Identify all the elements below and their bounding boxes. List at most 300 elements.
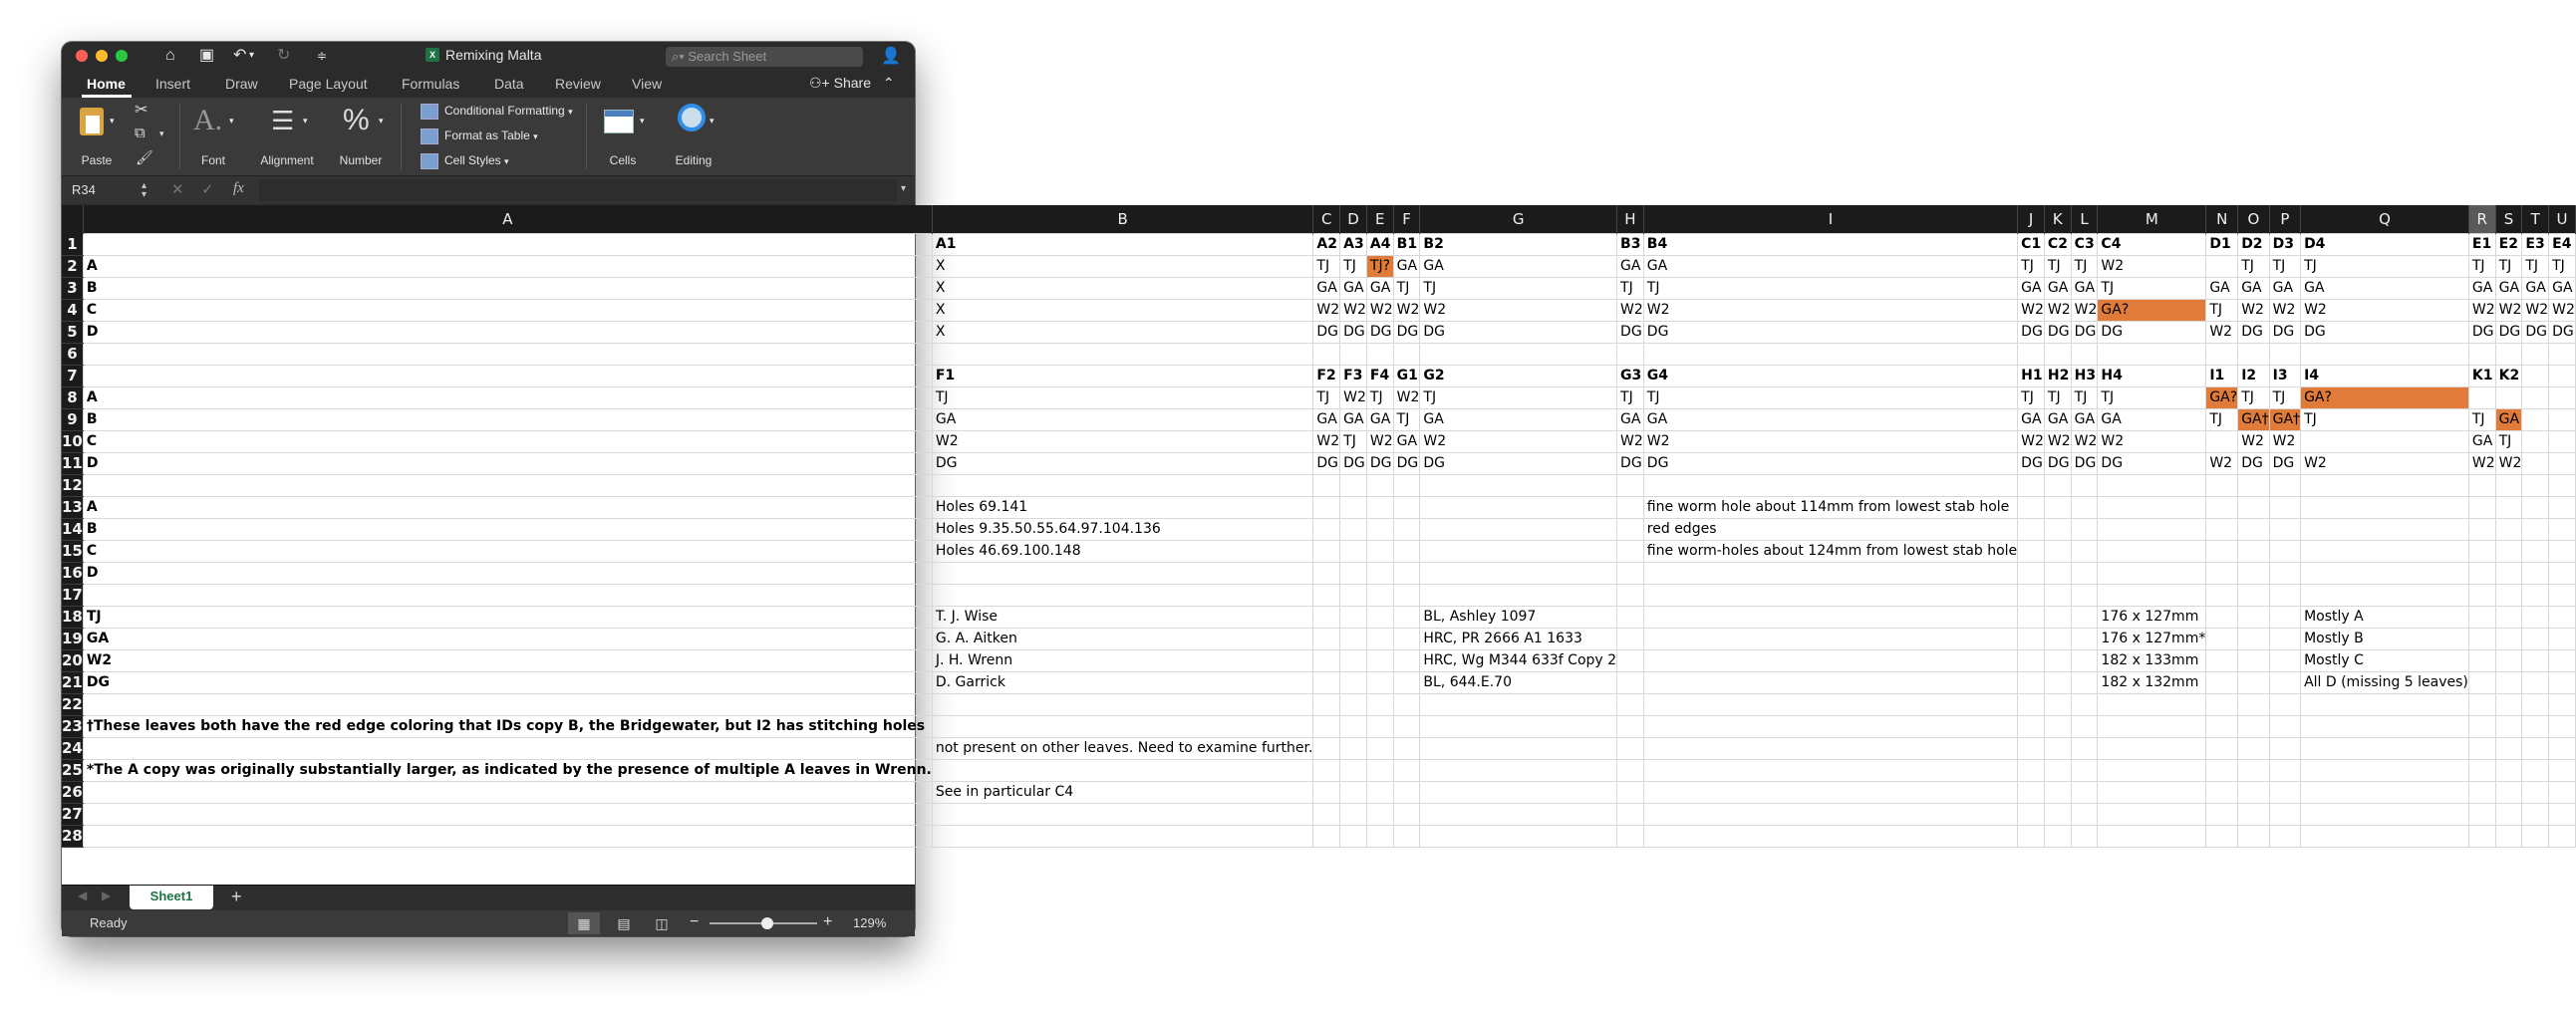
cell[interactable]	[2549, 365, 2576, 386]
cell[interactable]	[1617, 584, 1644, 606]
cell-styles-button[interactable]	[421, 149, 509, 171]
cell[interactable]	[2549, 540, 2576, 562]
cell[interactable]	[1313, 737, 1340, 759]
cell[interactable]: DG	[1366, 452, 1393, 474]
cell[interactable]: W2	[2018, 299, 2045, 321]
cell[interactable]: W2	[2495, 299, 2522, 321]
cell[interactable]	[2269, 803, 2300, 825]
cell[interactable]: DG	[1420, 321, 1617, 343]
cell[interactable]	[2495, 474, 2522, 496]
cell[interactable]: DG	[932, 452, 1313, 474]
cell[interactable]	[2468, 474, 2495, 496]
cell[interactable]: HRC, PR 2666 A1 1633	[1420, 628, 1617, 649]
cell[interactable]: TJ	[2098, 386, 2206, 408]
row-header[interactable]: 19	[62, 630, 83, 647]
cell[interactable]	[1393, 671, 1420, 693]
zoom-in-icon[interactable]: +	[823, 913, 833, 930]
cell[interactable]: DG	[2468, 321, 2495, 343]
cell[interactable]: W2	[2071, 299, 2098, 321]
cell[interactable]: W2	[2071, 430, 2098, 452]
cell[interactable]: GA	[2269, 277, 2300, 299]
cell[interactable]	[2071, 825, 2098, 847]
cell[interactable]	[83, 343, 932, 365]
cell[interactable]	[2549, 781, 2576, 803]
cell[interactable]: G. A. Aitken	[932, 628, 1313, 649]
cell[interactable]	[2206, 496, 2238, 518]
column-header-t[interactable]: T	[2522, 205, 2549, 233]
tab-data[interactable]: Data	[494, 76, 524, 92]
cell[interactable]: TJ	[2071, 255, 2098, 277]
cell[interactable]	[2018, 693, 2045, 715]
cell[interactable]	[1420, 781, 1617, 803]
cell[interactable]	[1340, 825, 1367, 847]
cell[interactable]: DG	[2098, 321, 2206, 343]
cell[interactable]: TJ	[2071, 386, 2098, 408]
cell[interactable]: B	[83, 408, 932, 430]
cell[interactable]: DG	[1617, 321, 1644, 343]
cell[interactable]: DG	[2269, 452, 2300, 474]
cell[interactable]: A	[83, 255, 932, 277]
cell[interactable]: GA	[2301, 277, 2469, 299]
collapse-ribbon-icon[interactable]: ⌃	[882, 75, 895, 91]
tab-review[interactable]: Review	[555, 76, 601, 92]
cell[interactable]	[2468, 343, 2495, 365]
cell[interactable]	[2044, 343, 2071, 365]
cell[interactable]	[2468, 693, 2495, 715]
cell[interactable]	[2071, 693, 2098, 715]
cell[interactable]	[2044, 474, 2071, 496]
cell[interactable]	[1643, 671, 2017, 693]
cell[interactable]	[2549, 386, 2576, 408]
cell[interactable]: GA	[2522, 277, 2549, 299]
cell[interactable]	[1617, 825, 1644, 847]
cell[interactable]: TJ	[2098, 277, 2206, 299]
cell[interactable]: TJ	[2044, 386, 2071, 408]
row-header[interactable]: 18	[62, 608, 83, 626]
column-header-f[interactable]: F	[1393, 205, 1420, 233]
cell[interactable]	[2522, 649, 2549, 671]
cell[interactable]	[2549, 803, 2576, 825]
row-header[interactable]: 26	[62, 783, 83, 801]
cell[interactable]: A3	[1340, 233, 1367, 255]
row-header[interactable]: 11	[62, 454, 83, 472]
cell[interactable]: TJ	[2495, 430, 2522, 452]
cell[interactable]: DG	[1313, 452, 1340, 474]
font-button[interactable]	[185, 98, 241, 175]
cell[interactable]: TJ	[2468, 408, 2495, 430]
cell[interactable]: GA	[1393, 255, 1420, 277]
cell[interactable]: W2	[2044, 430, 2071, 452]
zoom-out-icon[interactable]: −	[690, 913, 700, 930]
cell[interactable]: TJ	[2301, 255, 2469, 277]
cell[interactable]: TJ	[2269, 255, 2300, 277]
cell[interactable]: B2	[1420, 233, 1617, 255]
cell[interactable]: TJ	[2269, 386, 2300, 408]
cell[interactable]: W2	[2468, 299, 2495, 321]
cell[interactable]: B3	[1617, 233, 1644, 255]
cell[interactable]	[2549, 584, 2576, 606]
cell[interactable]	[2206, 693, 2238, 715]
cell[interactable]: DG	[1366, 321, 1393, 343]
cell[interactable]: DG	[1340, 321, 1367, 343]
cell[interactable]: fine worm-holes about 124mm from lowest stab hole	[1643, 540, 2017, 562]
cell[interactable]	[1340, 496, 1367, 518]
cell[interactable]	[83, 781, 932, 803]
column-header-r[interactable]: R	[2468, 205, 2495, 233]
cell[interactable]: B	[83, 277, 932, 299]
cell[interactable]	[2238, 759, 2269, 781]
cell[interactable]	[1340, 562, 1367, 584]
cell[interactable]: TJ	[2238, 255, 2269, 277]
cell[interactable]	[1420, 518, 1617, 540]
cell[interactable]	[1643, 584, 2017, 606]
cell[interactable]	[2206, 562, 2238, 584]
cell[interactable]	[1340, 781, 1367, 803]
cell[interactable]	[83, 584, 932, 606]
cell[interactable]	[2018, 562, 2045, 584]
cell[interactable]	[1420, 759, 1617, 781]
cell[interactable]	[2238, 737, 2269, 759]
cell[interactable]: F2	[1313, 365, 1340, 386]
page-break-view-icon[interactable]: ◫	[655, 915, 669, 931]
cell[interactable]	[2098, 825, 2206, 847]
cell[interactable]: DG	[2301, 321, 2469, 343]
cell[interactable]	[2044, 606, 2071, 628]
cell[interactable]	[2018, 715, 2045, 737]
row-header[interactable]: 22	[62, 695, 83, 713]
cell[interactable]	[1393, 540, 1420, 562]
column-header-i[interactable]: I	[1643, 205, 2017, 233]
zoom-window-button[interactable]	[116, 50, 128, 62]
cell[interactable]: TJ	[1340, 430, 1367, 452]
cell[interactable]	[2098, 540, 2206, 562]
cell[interactable]: GA	[1393, 430, 1420, 452]
number-button[interactable]	[331, 98, 391, 175]
row-header[interactable]: 1	[62, 233, 83, 255]
cell[interactable]: TJ	[2468, 255, 2495, 277]
cell[interactable]	[1393, 343, 1420, 365]
cell[interactable]	[1313, 518, 1340, 540]
cell[interactable]: GA	[2549, 277, 2576, 299]
cell[interactable]	[2301, 343, 2469, 365]
cell[interactable]	[2018, 584, 2045, 606]
cell[interactable]	[2071, 474, 2098, 496]
cell[interactable]	[1340, 343, 1367, 365]
cell[interactable]	[2044, 781, 2071, 803]
cell[interactable]	[1420, 562, 1617, 584]
cell[interactable]: TJ	[1366, 386, 1393, 408]
cell[interactable]	[2468, 606, 2495, 628]
cell[interactable]	[1313, 584, 1340, 606]
cell[interactable]: D. Garrick	[932, 671, 1313, 693]
cell[interactable]: Mostly A	[2301, 606, 2469, 628]
cell[interactable]	[2549, 452, 2576, 474]
cell[interactable]	[1366, 737, 1393, 759]
cell[interactable]: GA	[2468, 277, 2495, 299]
cell[interactable]: GA	[2071, 277, 2098, 299]
cell[interactable]	[2468, 825, 2495, 847]
cell[interactable]: TJ	[2044, 255, 2071, 277]
row-header[interactable]: 23	[62, 717, 83, 735]
cell[interactable]	[1393, 803, 1420, 825]
cell[interactable]	[2468, 737, 2495, 759]
cell[interactable]: W2	[1420, 430, 1617, 452]
cell[interactable]	[2098, 518, 2206, 540]
cell[interactable]: GA	[2206, 277, 2238, 299]
cell[interactable]	[2301, 518, 2469, 540]
cell[interactable]: C3	[2071, 233, 2098, 255]
cell[interactable]: DG	[2238, 321, 2269, 343]
cell[interactable]	[1313, 562, 1340, 584]
alignment-button[interactable]	[255, 98, 319, 175]
cell[interactable]	[2549, 628, 2576, 649]
cell[interactable]: W2	[2549, 299, 2576, 321]
cell[interactable]	[2549, 759, 2576, 781]
cell[interactable]	[2044, 540, 2071, 562]
cell[interactable]	[2549, 562, 2576, 584]
cell[interactable]	[2071, 518, 2098, 540]
cell[interactable]	[83, 803, 932, 825]
cell[interactable]: Holes 9.35.50.55.64.97.104.136	[932, 518, 1313, 540]
cell[interactable]	[2269, 737, 2300, 759]
cell[interactable]	[2301, 562, 2469, 584]
cell[interactable]	[2269, 343, 2300, 365]
cell[interactable]	[1366, 715, 1393, 737]
enter-icon[interactable]: ✓	[201, 181, 214, 198]
sheet-tab-sheet1[interactable]: Sheet1	[130, 886, 213, 909]
cell[interactable]	[1643, 781, 2017, 803]
cell[interactable]	[1643, 343, 2017, 365]
cell[interactable]	[1366, 649, 1393, 671]
cell[interactable]	[1393, 496, 1420, 518]
home-icon[interactable]: ⌂	[165, 47, 175, 64]
cell[interactable]	[2468, 649, 2495, 671]
cell[interactable]: TJ	[2206, 408, 2238, 430]
row-header[interactable]: 12	[62, 476, 83, 494]
row-header[interactable]: 25	[62, 761, 83, 779]
cell[interactable]	[1366, 803, 1393, 825]
cell[interactable]	[2549, 343, 2576, 365]
cell[interactable]: D	[83, 321, 932, 343]
cell[interactable]	[2238, 562, 2269, 584]
cell[interactable]	[1617, 474, 1644, 496]
cell[interactable]	[1366, 671, 1393, 693]
cell[interactable]: DG	[2549, 321, 2576, 343]
column-header-k[interactable]: K	[2044, 205, 2071, 233]
cell[interactable]: D	[83, 452, 932, 474]
cell[interactable]	[1340, 628, 1367, 649]
cell[interactable]	[2301, 737, 2469, 759]
cell[interactable]	[2269, 606, 2300, 628]
cell[interactable]	[2206, 671, 2238, 693]
cell[interactable]: See in particular C4	[932, 781, 1313, 803]
close-window-button[interactable]	[76, 50, 88, 62]
cell[interactable]	[2522, 365, 2549, 386]
cell[interactable]: I1	[2206, 365, 2238, 386]
redo-icon[interactable]: ↻	[277, 47, 291, 64]
cell[interactable]	[2549, 408, 2576, 430]
cell[interactable]	[2044, 803, 2071, 825]
cell[interactable]	[2522, 562, 2549, 584]
cell[interactable]	[2549, 649, 2576, 671]
cell[interactable]: I4	[2301, 365, 2469, 386]
cell[interactable]: Holes 69.141	[932, 496, 1313, 518]
cell[interactable]: 182 x 133mm	[2098, 649, 2206, 671]
cell[interactable]: TJ	[83, 606, 932, 628]
cell[interactable]	[2238, 649, 2269, 671]
cell[interactable]	[1393, 474, 1420, 496]
cell[interactable]	[2495, 803, 2522, 825]
function-icon[interactable]: fx	[233, 180, 244, 196]
cell[interactable]	[1617, 343, 1644, 365]
cell[interactable]: DG	[2044, 452, 2071, 474]
cell[interactable]: †These leaves both have the red edge coloring that IDs copy B, the Bridgewater, but I2 has stitching holes	[83, 715, 932, 737]
cell[interactable]	[2468, 518, 2495, 540]
cell[interactable]	[1313, 671, 1340, 693]
cell[interactable]: DG	[1643, 452, 2017, 474]
cell[interactable]: DG	[1393, 321, 1420, 343]
cell[interactable]	[1366, 781, 1393, 803]
cell[interactable]	[2206, 628, 2238, 649]
column-header-p[interactable]: P	[2269, 205, 2300, 233]
cell[interactable]	[2044, 715, 2071, 737]
cell[interactable]: TJ	[1643, 386, 2017, 408]
cell[interactable]	[2238, 715, 2269, 737]
cell[interactable]	[2495, 737, 2522, 759]
cell[interactable]	[1366, 606, 1393, 628]
cell[interactable]: DG	[2238, 452, 2269, 474]
cell[interactable]	[1643, 474, 2017, 496]
cell[interactable]	[2495, 671, 2522, 693]
cell[interactable]: TJ	[1313, 255, 1340, 277]
cell[interactable]: GA	[2495, 408, 2522, 430]
cell[interactable]: A4	[1366, 233, 1393, 255]
cell[interactable]: DG	[1617, 452, 1644, 474]
cell[interactable]: GA	[2044, 277, 2071, 299]
cell[interactable]: I2	[2238, 365, 2269, 386]
cell[interactable]	[1313, 540, 1340, 562]
cell[interactable]	[1617, 759, 1644, 781]
cell[interactable]	[2468, 715, 2495, 737]
tab-home[interactable]: Home	[87, 76, 126, 92]
cell[interactable]	[2071, 759, 2098, 781]
cell[interactable]	[1340, 540, 1367, 562]
cell[interactable]: D2	[2238, 233, 2269, 255]
cell[interactable]	[2269, 781, 2300, 803]
cell[interactable]	[2468, 386, 2495, 408]
cell[interactable]	[2301, 474, 2469, 496]
cell[interactable]: TJ	[2206, 299, 2238, 321]
column-header-h[interactable]: H	[1617, 205, 1644, 233]
cell[interactable]	[1340, 518, 1367, 540]
cell[interactable]	[2468, 759, 2495, 781]
cell[interactable]	[2044, 759, 2071, 781]
cell[interactable]	[2269, 649, 2300, 671]
cell[interactable]	[2098, 781, 2206, 803]
cell[interactable]	[2468, 803, 2495, 825]
name-box-stepper-icon[interactable]: ▴ ▾	[142, 180, 147, 200]
cell[interactable]	[1313, 606, 1340, 628]
row-header[interactable]: 6	[62, 343, 83, 365]
cell[interactable]	[2522, 803, 2549, 825]
cell[interactable]: GA	[83, 628, 932, 649]
cell[interactable]	[2206, 430, 2238, 452]
cell[interactable]	[83, 365, 932, 386]
cell[interactable]	[1313, 781, 1340, 803]
cell[interactable]	[2098, 737, 2206, 759]
cell[interactable]	[2301, 430, 2469, 452]
cell[interactable]	[2098, 474, 2206, 496]
cell[interactable]: DG	[1393, 452, 1420, 474]
cell[interactable]	[2522, 606, 2549, 628]
cell[interactable]	[2522, 693, 2549, 715]
cell[interactable]	[2206, 715, 2238, 737]
cell[interactable]	[2044, 737, 2071, 759]
cell[interactable]: GA	[2071, 408, 2098, 430]
cell[interactable]	[2522, 781, 2549, 803]
cell[interactable]: not present on other leaves. Need to examine further.	[932, 737, 1313, 759]
cell[interactable]	[2206, 606, 2238, 628]
row-header[interactable]: 21	[62, 673, 83, 691]
cell[interactable]	[1420, 693, 1617, 715]
cell[interactable]: 176 x 127mm	[2098, 606, 2206, 628]
cell[interactable]: G4	[1643, 365, 2017, 386]
cell[interactable]	[1366, 825, 1393, 847]
cell[interactable]: J. H. Wrenn	[932, 649, 1313, 671]
cell[interactable]	[1617, 649, 1644, 671]
cell[interactable]	[2495, 386, 2522, 408]
cell[interactable]	[2018, 606, 2045, 628]
cell[interactable]: W2	[932, 430, 1313, 452]
cell[interactable]	[2522, 386, 2549, 408]
cell[interactable]	[932, 693, 1313, 715]
cell[interactable]: GA	[1617, 408, 1644, 430]
cell[interactable]	[1366, 518, 1393, 540]
cell[interactable]	[2522, 430, 2549, 452]
account-icon[interactable]: 👤	[881, 48, 901, 65]
cell[interactable]: B1	[1393, 233, 1420, 255]
cell[interactable]	[1340, 606, 1367, 628]
cell[interactable]: W2	[83, 649, 932, 671]
cell[interactable]	[1313, 759, 1340, 781]
cell[interactable]	[2495, 715, 2522, 737]
add-sheet-icon[interactable]: +	[231, 887, 242, 906]
cell[interactable]: X	[932, 299, 1313, 321]
cell[interactable]	[1340, 584, 1367, 606]
cell[interactable]	[932, 584, 1313, 606]
cell[interactable]	[2468, 540, 2495, 562]
row-header[interactable]: 13	[62, 498, 83, 516]
cell[interactable]	[2522, 452, 2549, 474]
editing-button[interactable]	[664, 98, 723, 175]
cell[interactable]: TJ	[1340, 255, 1367, 277]
cell[interactable]	[2495, 693, 2522, 715]
cell[interactable]: K2	[2495, 365, 2522, 386]
row-header[interactable]: 3	[62, 277, 83, 299]
row-header[interactable]: 2	[62, 255, 83, 277]
cell[interactable]	[2238, 693, 2269, 715]
cell[interactable]	[1617, 562, 1644, 584]
cell[interactable]: H2	[2044, 365, 2071, 386]
cell[interactable]	[83, 233, 932, 255]
cell[interactable]	[2018, 628, 2045, 649]
cell[interactable]	[2269, 693, 2300, 715]
cell[interactable]	[2522, 584, 2549, 606]
cell[interactable]: C1	[2018, 233, 2045, 255]
cancel-icon[interactable]: ✕	[171, 181, 184, 198]
cell[interactable]	[2495, 584, 2522, 606]
column-header-a[interactable]: A	[83, 205, 932, 233]
